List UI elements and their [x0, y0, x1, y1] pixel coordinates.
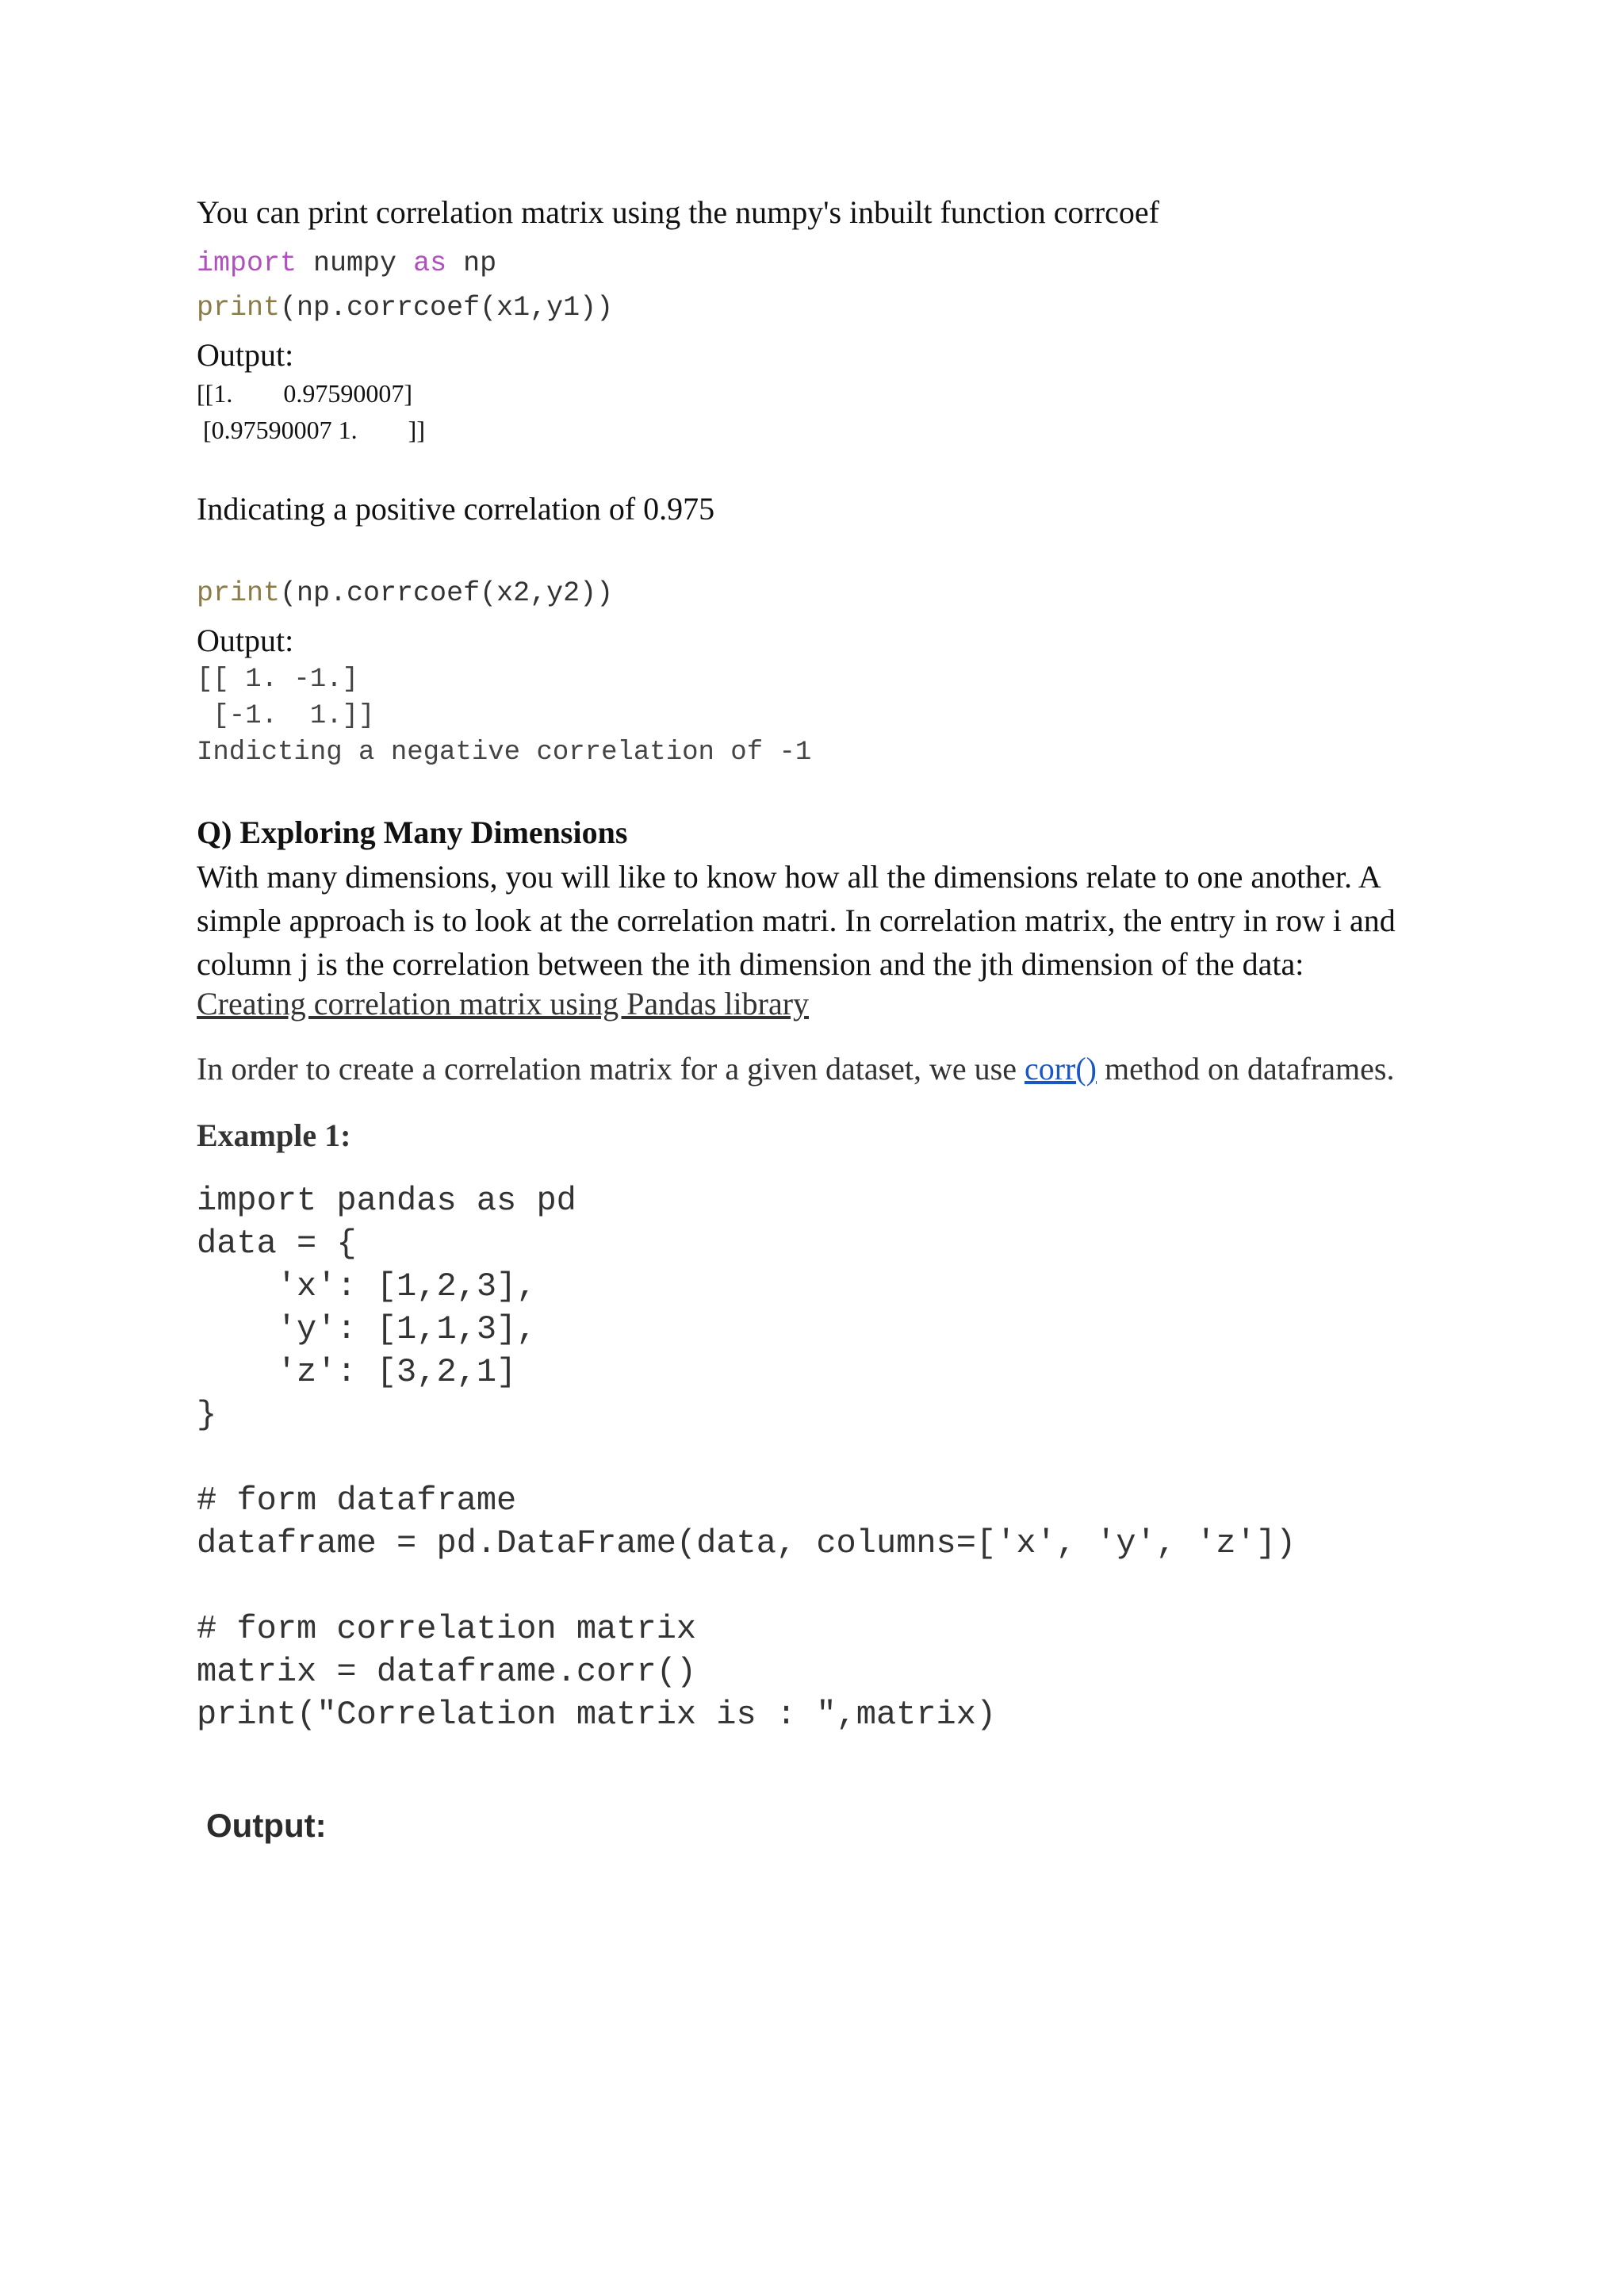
section-paragraph: With many dimensions, you will like to know how all the dimensions relate to one another. A simple approach is to look at the correlation matri. In correlation matrix, the entry in row i and column j is the correlation between the ith dimension and the jth dimension of the data: [197, 859, 1396, 982]
code-line: data = { [197, 1225, 357, 1263]
output-line: [[ 1. -1.] [197, 665, 359, 695]
code-line: 'x': [1,2,3], [197, 1267, 537, 1305]
code-line-print-2: print(np.corrcoef(x2,y2)) [197, 577, 614, 609]
code-line-print: print(np.corrcoef(x1,y1)) [197, 292, 614, 324]
code-line-import: import numpy as np [197, 247, 497, 279]
output-label: Output: [197, 623, 294, 658]
output-label: Output: [197, 337, 294, 373]
final-output-label: Output: [206, 1807, 327, 1844]
example-heading: Example 1: [197, 1117, 351, 1153]
code-line: } [197, 1396, 217, 1434]
corr-method-link[interactable]: corr() [1024, 1051, 1097, 1087]
corr-sentence: In order to create a correlation matrix for a given dataset, we use corr() method on dataframes. [197, 1051, 1395, 1087]
function-print: print [197, 577, 281, 609]
section-heading: Q) Exploring Many Dimensions [197, 815, 628, 850]
code-line: print("Correlation matrix is : ",matrix) [197, 1696, 997, 1734]
code-line: 'z': [3,2,1] [197, 1353, 517, 1391]
pandas-article-link[interactable]: Creating correlation matrix using Pandas library [197, 986, 810, 1022]
positive-correlation-note: Indicating a positive correlation of 0.975 [197, 491, 715, 527]
code-line: import pandas as pd [197, 1182, 576, 1220]
function-print: print [197, 292, 281, 324]
output-line: [-1. 1.]] [197, 701, 375, 731]
code-line: 'y': [1,1,3], [197, 1310, 537, 1348]
keyword-as: as [413, 247, 447, 279]
output-line: Indicting a negative correlation of -1 [197, 738, 812, 768]
output-line: [0.97590007 1. ]] [197, 416, 425, 444]
code-comment: # form correlation matrix [197, 1610, 697, 1648]
code-comment: # form dataframe [197, 1481, 517, 1520]
output-line: [[1. 0.97590007] [197, 379, 412, 408]
intro-text: You can print correlation matrix using the numpy's inbuilt function corrcoef [197, 194, 1160, 230]
keyword-import: import [197, 247, 297, 279]
code-line: matrix = dataframe.corr() [197, 1653, 697, 1691]
code-line: dataframe = pd.DataFrame(data, columns=['x', 'y', 'z']) [197, 1524, 1297, 1562]
pandas-article-link-wrapper [197, 985, 809, 1022]
